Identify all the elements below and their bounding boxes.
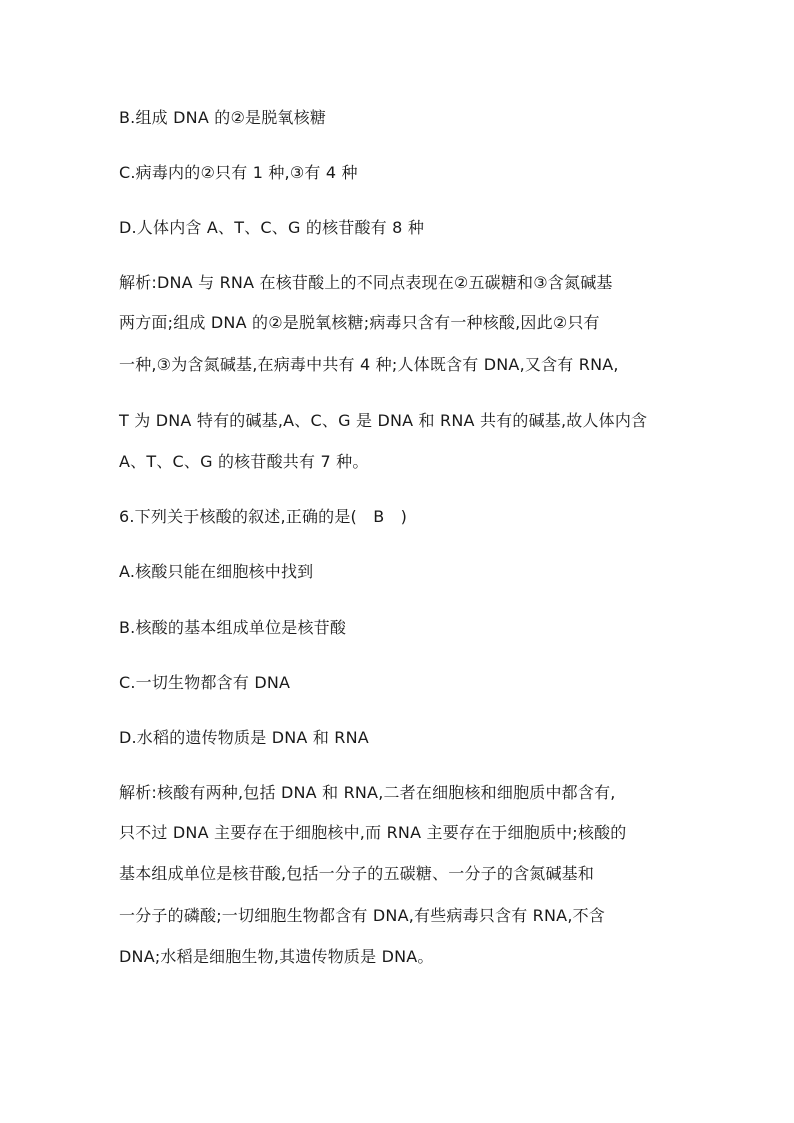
q5-option-c: C.病毒内的②只有 1 种,③有 4 种 (119, 163, 358, 182)
q6-option-d: D.水稻的遗传物质是 DNA 和 RNA (119, 728, 369, 747)
q6-option-b: B.核酸的基本组成单位是核苷酸 (119, 618, 347, 637)
q5-analysis-line-3: 一种,③为含氮碱基,在病毒中共有 4 种;人体既含有 DNA,又含有 RNA, (119, 355, 619, 374)
q5-option-d: D.人体内含 A、T、C、G 的核苷酸有 8 种 (119, 218, 425, 237)
q5-analysis-line-1: 解析:DNA 与 RNA 在核苷酸上的不同点表现在②五碳糖和③含氮碱基 (119, 273, 613, 292)
q5-analysis-line-4: T 为 DNA 特有的碱基,A、C、G 是 DNA 和 RNA 共有的碱基,故人体内含 (119, 411, 648, 430)
q6-analysis-line-4: 一分子的磷酸;一切细胞生物都含有 DNA,有些病毒只含有 RNA,不含 (119, 906, 606, 925)
q6-stem: 6.下列关于核酸的叙述,正确的是( B ) (119, 507, 408, 526)
q6-analysis-line-3: 基本组成单位是核苷酸,包括一分子的五碳糖、一分子的含氮碱基和 (119, 864, 595, 883)
q5-option-b: B.组成 DNA 的②是脱氧核糖 (119, 108, 327, 127)
q6-option-c: C.一切生物都含有 DNA (119, 673, 291, 692)
q5-analysis-line-2: 两方面;组成 DNA 的②是脱氧核糖;病毒只含有一种核酸,因此②只有 (119, 313, 600, 332)
q6-option-a: A.核酸只能在细胞核中找到 (119, 562, 314, 581)
q6-analysis-line-2: 只不过 DNA 主要存在于细胞核中,而 RNA 主要存在于细胞质中;核酸的 (119, 823, 627, 842)
q5-analysis-line-5: A、T、C、G 的核苷酸共有 7 种。 (119, 452, 369, 471)
q6-analysis-line-1: 解析:核酸有两种,包括 DNA 和 RNA,二者在细胞核和细胞质中都含有, (119, 783, 616, 802)
q6-analysis-line-5: DNA;水稻是细胞生物,其遗传物质是 DNA。 (119, 947, 434, 966)
